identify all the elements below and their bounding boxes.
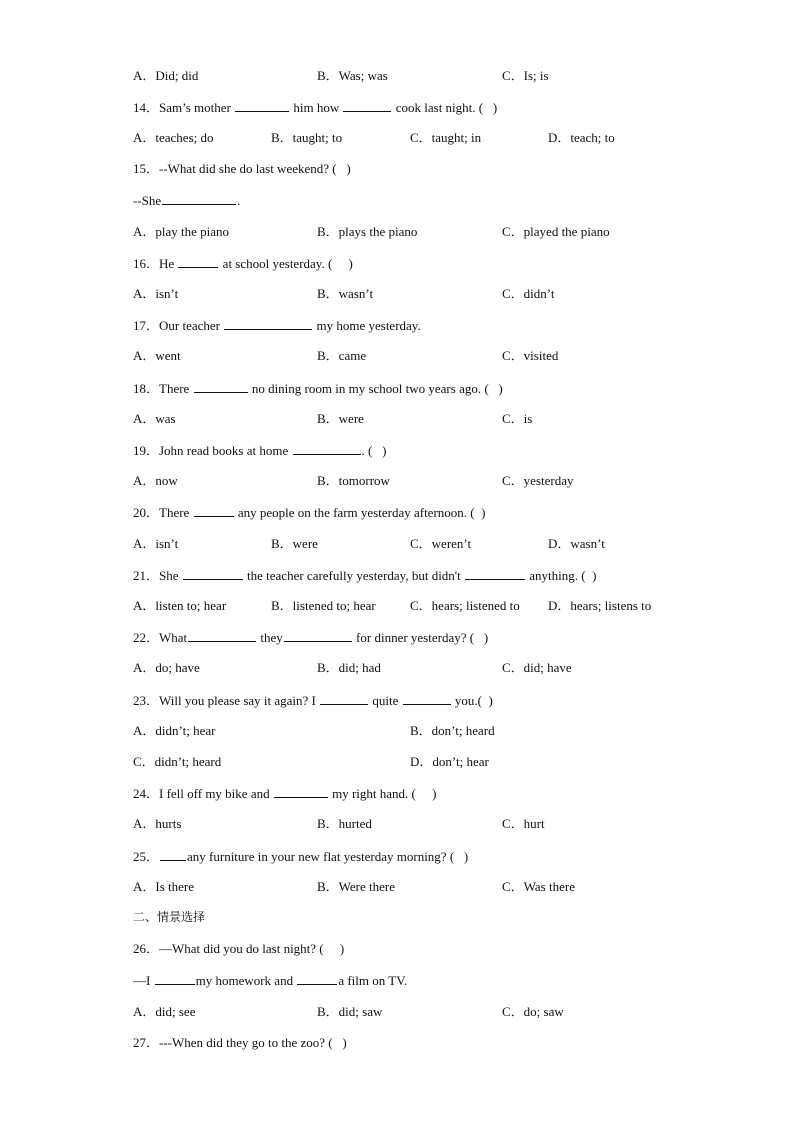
q17-text-b: my home yesterday.	[316, 318, 421, 333]
q15-blank	[162, 190, 236, 205]
q16-text-a: 16．He	[133, 256, 175, 271]
q26-reply-a: —I	[133, 973, 151, 988]
q16-option-a: A．isn’t	[133, 286, 179, 301]
q16-question	[133, 253, 353, 273]
q25-text-a: 25．	[133, 849, 160, 864]
q17-option-b: B．came	[317, 348, 367, 363]
q26-option-a: A．did; see	[133, 1004, 196, 1019]
q15-question	[133, 159, 351, 179]
q14-blank-1	[235, 97, 289, 112]
q15-option-b: B．plays the piano	[317, 224, 418, 239]
q15-reply-end: .	[237, 193, 241, 208]
q23-option-d: D．don’t; hear	[410, 754, 489, 769]
q24-text-b: my right hand. ( )	[332, 786, 437, 801]
q19-option-b: B．tomorrow	[317, 473, 390, 488]
q17-option-c: C．visited	[502, 348, 559, 363]
q26-blank-1	[155, 970, 195, 985]
q14-text-b: him how	[293, 100, 340, 115]
q17-option-a: A．went	[133, 348, 181, 363]
q14-option-c: C．taught; in	[410, 130, 482, 145]
q20-option-a: A．isn’t	[133, 536, 179, 551]
q25-question	[133, 846, 468, 866]
q22-blank-2	[284, 627, 352, 642]
q13-option-a: A．Did; did	[133, 68, 199, 83]
q26-question	[133, 939, 344, 959]
q21-text-a: 21．She	[133, 568, 179, 583]
q27-question	[133, 1033, 347, 1053]
q24-question	[133, 783, 436, 803]
q24-text-a: 24．I fell off my bike and	[133, 786, 270, 801]
q21-question	[133, 565, 596, 585]
q23-option-b: B．don’t; heard	[410, 723, 495, 738]
q18-question	[133, 378, 503, 398]
q18-blank	[194, 378, 248, 393]
q19-question	[133, 440, 386, 460]
q19-blank	[293, 440, 361, 455]
q19-option-c: C．yesterday	[502, 473, 574, 488]
q26-option-b: B．did; saw	[317, 1004, 383, 1019]
q22-option-a: A．do; have	[133, 660, 200, 675]
q20-option-b: B．were	[271, 536, 318, 551]
q20-blank	[194, 502, 234, 517]
q20-option-c: C．weren’t	[410, 536, 472, 551]
q21-option-d: D．hears; listens to	[548, 598, 652, 613]
q23-blank-1	[320, 690, 368, 705]
q26-reply-c: a film on TV.	[338, 973, 408, 988]
q26-reply	[133, 970, 407, 990]
q22-text-c: for dinner yesterday? ( )	[356, 630, 489, 645]
q23-option-a: A．didn’t; hear	[133, 723, 216, 738]
q18-text-b: no dining room in my school two years ago. ( )	[251, 381, 503, 396]
q25-option-b: B．Were there	[317, 879, 396, 894]
q21-option-c: C．hears; listened to	[410, 598, 520, 613]
q23-question	[133, 690, 493, 710]
q23-text-b: quite	[372, 693, 399, 708]
q25-text-b: any furniture in your new flat yesterday morning? ( )	[187, 849, 469, 864]
q15-option-c: C．played the piano	[502, 224, 610, 239]
q14-text-a: 14．Sam’s mother	[133, 100, 231, 115]
q18-option-a: A．was	[133, 411, 176, 426]
q22-text-b: they	[260, 630, 283, 645]
q14-question	[133, 97, 497, 117]
q14-option-a: A．teaches; do	[133, 130, 214, 145]
q23-text-a: 23．Will you please say it again? I	[133, 693, 316, 708]
q23-text-c: you.( )	[454, 693, 493, 708]
q21-text-b: the teacher carefully yesterday, but didn't	[247, 568, 461, 583]
q21-option-a: A．listen to; hear	[133, 598, 227, 613]
q14-option-d: D．teach; to	[548, 130, 615, 145]
q22-text-a: 22．What	[133, 630, 188, 645]
q20-question	[133, 502, 485, 522]
q26-option-c: C．do; saw	[502, 1004, 564, 1019]
q20-text-b: any people on the farm yesterday afternoon. ( )	[237, 505, 486, 520]
q16-option-c: C．didn’t	[502, 286, 555, 301]
q24-option-b: B．hurted	[317, 816, 372, 831]
q22-option-b: B．did; had	[317, 660, 381, 675]
q23-option-c: C．didn’t; heard	[133, 754, 222, 769]
q25-option-a: A．Is there	[133, 879, 195, 894]
q16-text-b: at school yesterday. ( )	[222, 256, 353, 271]
q15-option-a: A．play the piano	[133, 224, 230, 239]
q22-option-c: C．did; have	[502, 660, 572, 675]
q20-text-a: 20．There	[133, 505, 190, 520]
q21-text-c: anything. ( )	[529, 568, 597, 583]
q14-text-c: cook last night. ( )	[395, 100, 498, 115]
q22-question	[133, 627, 488, 647]
q18-text-a: 18．There	[133, 381, 190, 396]
q27-text: 27．---When did they go to the zoo? ( )	[133, 1035, 347, 1050]
q15-reply	[133, 190, 240, 210]
section-heading: 二、情景选择	[133, 910, 206, 924]
q17-text-a: 17．Our teacher	[133, 318, 220, 333]
q19-text-a: 19．John read books at home	[133, 443, 289, 458]
q24-option-c: C．hurt	[502, 816, 545, 831]
q21-option-b: B．listened to; hear	[271, 598, 376, 613]
q26-reply-b: my homework and	[195, 973, 294, 988]
q24-blank	[274, 783, 328, 798]
q14-option-b: B．taught; to	[271, 130, 343, 145]
q18-option-c: C．is	[502, 411, 533, 426]
q20-option-d: D．wasn’t	[548, 536, 605, 551]
q19-text-b: . ( )	[361, 443, 387, 458]
q16-option-b: B．wasn’t	[317, 286, 374, 301]
q26-text: 26．—What did you do last night? ( )	[133, 941, 345, 956]
q26-blank-2	[297, 970, 337, 985]
q22-blank-1	[188, 627, 256, 642]
q25-option-c: C．Was there	[502, 879, 575, 894]
q13-option-c: C．Is; is	[502, 68, 549, 83]
q14-blank-2	[343, 97, 391, 112]
q23-blank-2	[403, 690, 451, 705]
q15-text: 15．--What did she do last weekend? ( )	[133, 161, 351, 176]
q19-option-a: A．now	[133, 473, 178, 488]
q17-question	[133, 315, 421, 335]
q24-option-a: A．hurts	[133, 816, 182, 831]
q16-blank	[178, 253, 218, 268]
q18-option-b: B．were	[317, 411, 364, 426]
q15-reply-text: --She	[133, 193, 162, 208]
q21-blank-1	[183, 565, 243, 580]
q17-blank	[224, 315, 312, 330]
q21-blank-2	[465, 565, 525, 580]
q13-option-b: B．Was; was	[317, 68, 388, 83]
q25-blank	[160, 846, 186, 861]
